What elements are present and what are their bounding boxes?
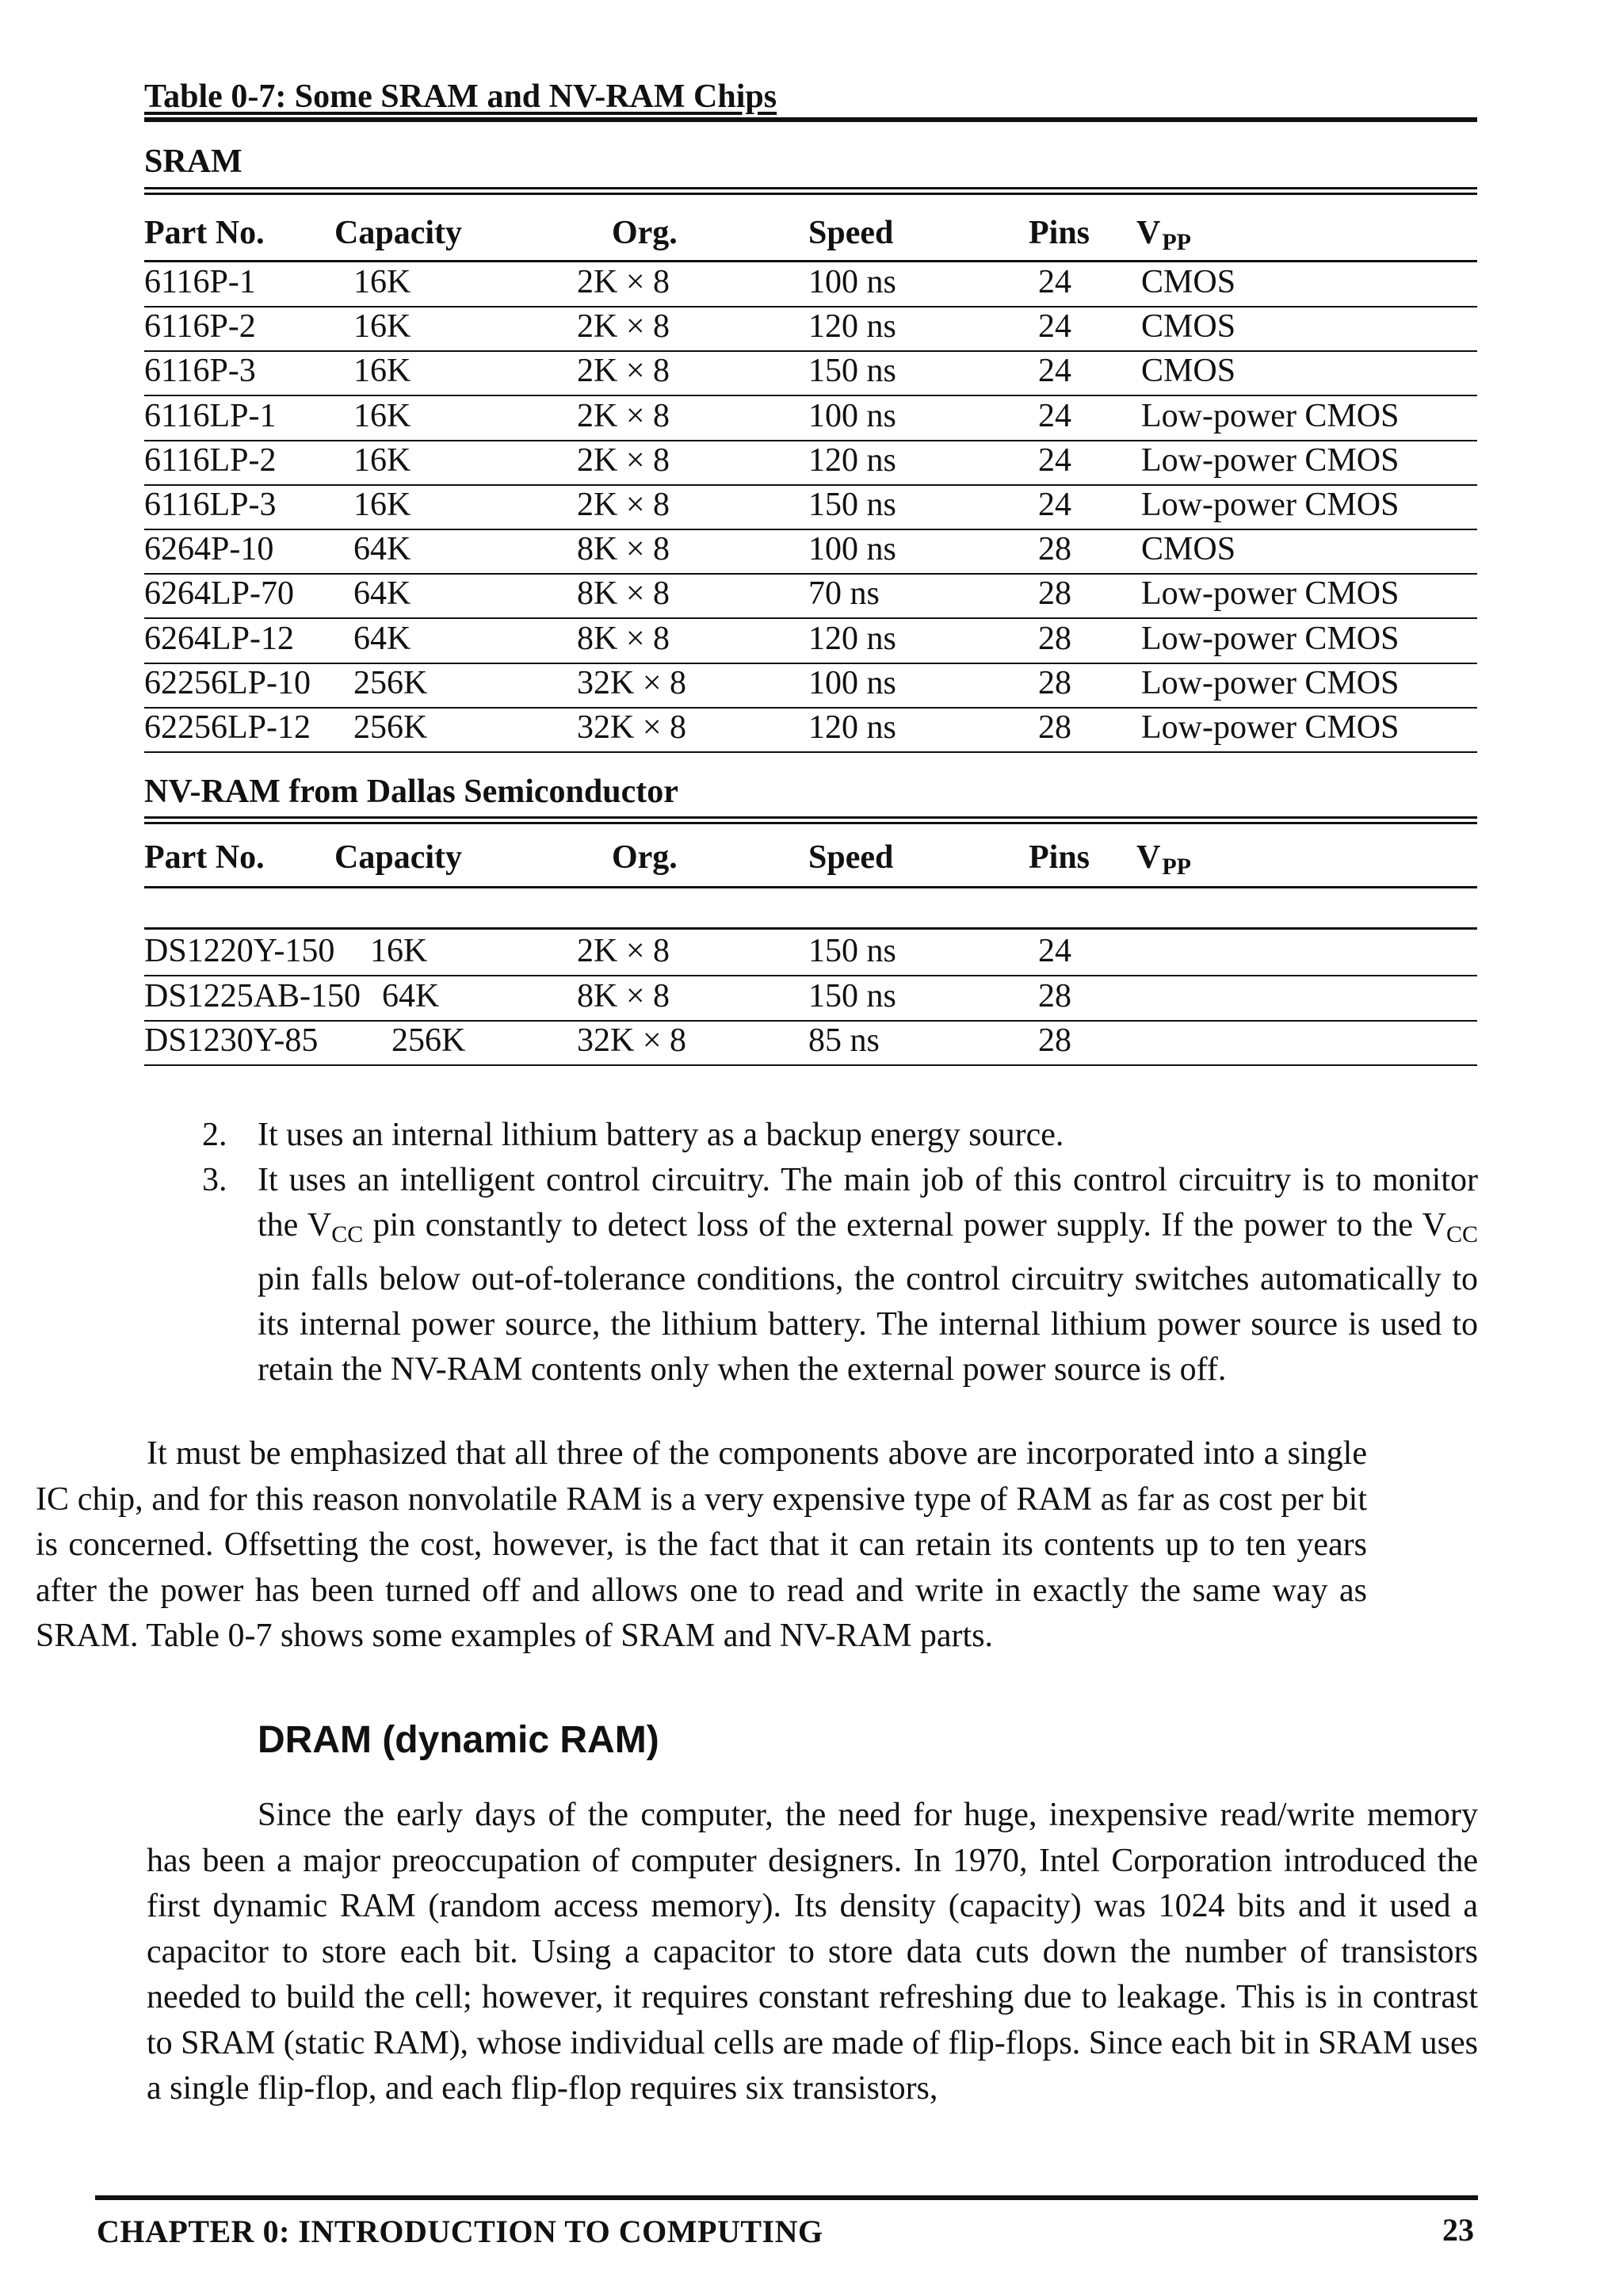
sram-table-row [144,709,1477,753]
list-text-part-1: It uses an intelligent control circuitry. The main job of this control circuitry is to monitor the V [258,1162,1478,1244]
cell-capacity: 16K [353,397,411,434]
cell-part-no: DS1220Y-150 [144,933,335,969]
list-text-part-3: pin falls below out-of-tolerance conditions, the control circuitry switches automatically to its internal power source, the lithium battery. The internal lithium power source is used to retain the NV-RAM contents only when the external power source is off. [258,1261,1478,1388]
cell-org: 8K × 8 [577,575,670,613]
cell-org: 2K × 8 [577,441,670,479]
cell-speed: 120 ns [808,308,896,346]
header-pins: Pins [1029,215,1090,251]
cell-speed: 150 ns [808,977,896,1014]
nv-header-pins: Pins [1029,839,1090,876]
cell-org: 32K × 8 [577,1022,687,1059]
cell-vpp: Low-power CMOS [1141,709,1400,746]
cell-org: 2K × 8 [577,353,670,390]
cell-pins: 28 [1038,531,1071,568]
cell-vpp: Low-power CMOS [1141,575,1400,613]
sram-table-row [144,575,1477,619]
cell-pins: 28 [1038,1022,1071,1059]
cell-capacity: 16K [353,308,411,346]
nvram-table-row [144,977,1477,1022]
cell-org: 32K × 8 [577,709,687,746]
cell-pins: 28 [1038,575,1071,613]
cell-capacity: 16K [353,441,411,479]
cell-vpp: CMOS [1141,264,1236,300]
header-org: Org. [612,215,678,251]
nv-header-vpp-main: V [1136,839,1161,876]
footer-rule [95,2195,1478,2200]
cell-org: 2K × 8 [577,933,670,969]
cell-pins: 24 [1038,397,1071,434]
header-vpp-main: V [1136,215,1161,251]
vcc-subscript: CC [331,1221,364,1247]
cell-speed: 120 ns [808,441,896,479]
header-part-no: Part No. [144,215,265,251]
sram-table-row [144,530,1477,575]
cell-pins: 24 [1038,487,1071,523]
cell-vpp: CMOS [1141,531,1236,568]
cell-speed: 150 ns [808,353,896,390]
sram-table-row [144,352,1477,396]
cell-pins: 28 [1038,977,1071,1014]
cell-part-no: 6116LP-3 [144,487,277,523]
header-speed: Speed [808,215,894,251]
cell-pins: 24 [1038,353,1071,390]
cell-vpp: Low-power CMOS [1141,441,1400,479]
cell-vpp: Low-power CMOS [1141,397,1400,434]
nvram-title-rule-2 [144,822,1477,824]
sram-table-row [144,397,1477,441]
nvram-table-row [144,1022,1477,1066]
table-caption: Table 0-7: Some SRAM and NV-RAM Chips [144,78,777,115]
list-text: It uses an internal lithium battery as a backup energy source. [258,1117,1064,1153]
cell-org: 2K × 8 [577,308,670,346]
nvram-header-rule-2 [144,927,1477,930]
cell-capacity: 16K [353,487,411,523]
header-vpp-sub: PP [1162,229,1191,255]
sram-header-rule [144,260,1477,262]
cell-vpp: CMOS [1141,308,1236,346]
cell-part-no: 62256LP-12 [144,709,311,746]
cell-org: 2K × 8 [577,264,670,300]
cell-capacity: 256K [391,1022,466,1059]
sram-table-row [144,263,1477,308]
cell-part-no: 6116LP-2 [144,441,277,479]
vcc-subscript: CC [1445,1221,1478,1247]
paragraph-dram-history: Since the early days of the computer, the need for huge, inexpensive read/write memory has been a major preoccupation of computer designers. In 1970, Intel Corporation introduced the first dynamic RAM (random access memory). Its density (capacity) was 1024 bits and it used a capacitor to store each bit. Using a capacitor to store data cuts down the number of transistors needed to build the cell; however, it requires constant refreshing due to leakage. This is in contrast to SRAM (static RAM), whose individual cells are made of flip-flops. Since each bit in SRAM uses a single flip-flop, and each flip-flop requires six transistors, [147,1797,1478,2107]
cell-pins: 24 [1038,441,1071,479]
cell-capacity: 16K [353,353,411,390]
cell-part-no: 6116P-1 [144,264,256,300]
cell-vpp: Low-power CMOS [1141,664,1400,701]
cell-speed: 70 ns [808,575,880,613]
cell-part-no: 6116P-2 [144,308,256,346]
cell-speed: 100 ns [808,664,896,701]
nv-header-vpp [1136,839,1191,881]
cell-capacity: 256K [353,664,428,701]
paragraph-nvram-cost: It must be emphasized that all three of the components above are incorporated into a single IC chip, and for this reason nonvolatile RAM is a very expensive type of RAM as far as cost per bit is concerned. Offsetting the cost, however, is the fact that it can retain its contents up to ten years after the power has been turned off and allows one to read and write in exactly the same way as SRAM. Table 0-7 shows some examples of SRAM and NV-RAM parts. [36,1435,1367,1654]
cell-capacity: 16K [353,264,411,300]
cell-org: 8K × 8 [577,531,670,568]
cell-speed: 150 ns [808,933,896,969]
cell-speed: 85 ns [808,1022,880,1059]
cell-pins: 28 [1038,664,1071,701]
nv-header-vpp-sub: PP [1162,854,1191,880]
cell-org: 8K × 8 [577,977,670,1014]
sram-table-row [144,620,1477,664]
caption-rule [144,117,1477,122]
cell-part-no: 6264LP-12 [144,620,294,657]
cell-speed: 120 ns [808,709,896,746]
nv-header-part-no: Part No. [144,839,265,876]
sram-table-row [144,664,1477,709]
chapter-title: CHAPTER 0: INTRODUCTION TO COMPUTING [97,2214,823,2249]
cell-capacity: 64K [382,977,440,1014]
cell-org: 32K × 8 [577,664,687,701]
cell-part-no: 6264LP-70 [144,575,294,613]
cell-part-no: 6264P-10 [144,531,274,568]
cell-pins: 28 [1038,620,1071,657]
cell-capacity: 256K [353,709,428,746]
sram-table-row [144,486,1477,530]
header-capacity: Capacity [334,215,462,251]
header-vpp [1136,214,1191,256]
cell-speed: 150 ns [808,487,896,523]
list-text-part-2: pin constantly to detect loss of the external power supply. If the power to the V [363,1207,1446,1244]
nvram-header-rule [144,886,1477,888]
cell-part-no: DS1225AB-150 [144,977,361,1014]
cell-speed: 100 ns [808,264,896,300]
cell-capacity: 64K [353,620,411,657]
sram-table-row [144,441,1477,486]
cell-pins: 24 [1038,933,1071,969]
list-item-3 [202,1158,1478,1392]
nv-header-speed: Speed [808,839,894,876]
cell-part-no: 62256LP-10 [144,664,311,701]
cell-org: 2K × 8 [577,397,670,434]
sram-title-rule-2 [144,193,1477,195]
cell-capacity: 64K [353,575,411,613]
cell-vpp: CMOS [1141,353,1236,390]
cell-speed: 100 ns [808,397,896,434]
list-number: 2. [202,1117,227,1153]
cell-capacity: 64K [353,531,411,568]
list-number: 3. [202,1162,227,1198]
cell-org: 8K × 8 [577,620,670,657]
cell-pins: 24 [1038,264,1071,300]
cell-vpp: Low-power CMOS [1141,487,1400,523]
section-heading-dram: DRAM (dynamic RAM) [258,1719,659,1761]
page-number: 23 [1442,2212,1474,2248]
sram-section-title: SRAM [144,143,242,180]
cell-org: 2K × 8 [577,487,670,523]
cell-speed: 100 ns [808,531,896,568]
cell-part-no: DS1230Y-85 [144,1022,319,1059]
cell-part-no: 6116P-3 [144,353,256,390]
nv-header-org: Org. [612,839,678,876]
cell-pins: 24 [1038,308,1071,346]
cell-speed: 120 ns [808,620,896,657]
sram-table-row [144,308,1477,352]
nvram-title-rule [144,816,1477,819]
cell-vpp: Low-power CMOS [1141,620,1400,657]
nvram-table-row [144,932,1477,976]
cell-capacity: 16K [370,933,428,969]
sram-title-rule [144,187,1477,189]
cell-pins: 28 [1038,709,1071,746]
cell-part-no: 6116LP-1 [144,397,277,434]
list-item-2 [202,1113,1478,1158]
nvram-section-title: NV-RAM from Dallas Semiconductor [144,774,678,810]
nv-header-capacity: Capacity [334,839,462,876]
